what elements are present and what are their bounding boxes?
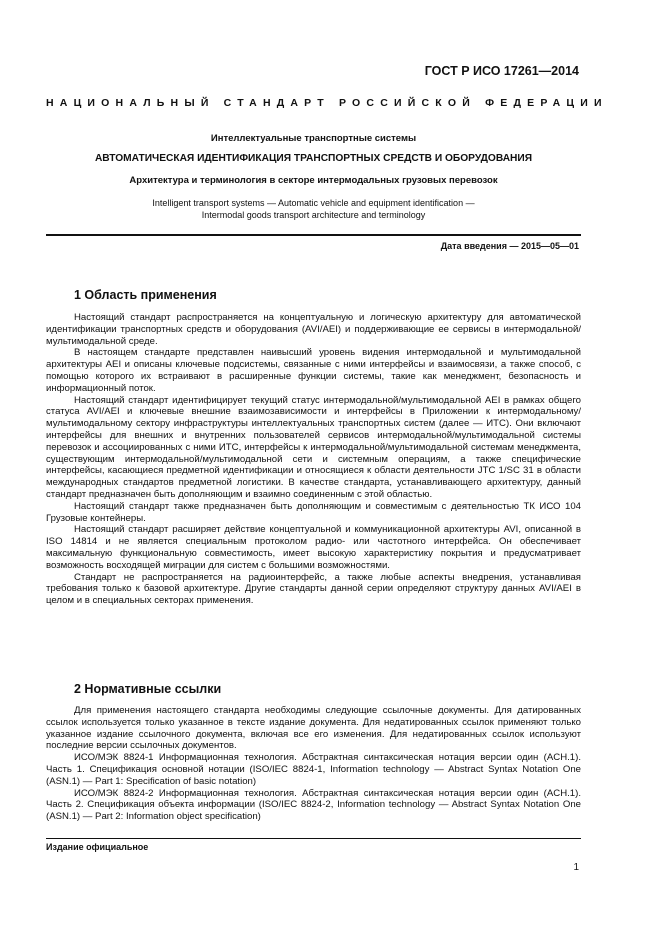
section-1-body [46, 312, 581, 607]
main-title: АВТОМАТИЧЕСКАЯ ИДЕНТИФИКАЦИЯ ТРАНСПОРТНЫХ СРЕДСТВ И ОБОРУДОВАНИЯ [94, 153, 533, 164]
section-2-heading: 2 Нормативные ссылки [74, 682, 222, 696]
paragraph: ИСО/МЭК 8824-2 Информационная технология. Абстрактная синтаксическая нотация версии один (ACH.1). Часть 2. Спецификация объекта информации (ISO/IEC 8824-2, Information technology — Abstract Syntax Notation One (ASN.1) — Part 2: Information object specification) [46, 787, 581, 823]
paragraph: Настоящий стандарт распространяется на концептуальную и логическую архитектуру для автоматической идентификации транспортных средств и оборудования (AVI/AEI) и поддерживающие ее сервисы в интермодальной/мультимодальной среде. [46, 312, 581, 347]
edition-label: Издание официальное [46, 842, 149, 852]
paragraph: Настоящий стандарт расширяет действие концептуальной и коммуникационной архитектуры AVI, описанной в ISO 14814 и не является специальным протоколом радио- или частотного интерфейса. Он обеспечивает максимальную функциональную совместимость, имеет высокую характеристику покрытия и предусматривает возможность восходящей миграции для систем с большими возможностями. [46, 524, 581, 571]
paragraph: Стандарт не распространяется на радиоинтерфейс, а также любые аспекты внедрения, устанавливая требования только к базовой архитектуре. Другие стандарты данной серии определяют структуру данных AVI/AEI в целом и в специальных секторах применения. [46, 571, 581, 607]
english-title-line-1: Intelligent transport systems — Automatic vehicle and equipment identification — [152, 198, 475, 208]
title-divider [46, 234, 581, 236]
national-standard-banner: НАЦИОНАЛЬНЫЙ СТАНДАРТ РОССИЙСКОЙ ФЕДЕРАЦИИ [46, 97, 608, 109]
introduction-date: Дата введения — 2015—05—01 [440, 241, 579, 251]
paragraph: ИСО/МЭК 8824-1 Информационная технология. Абстрактная синтаксическая нотация версии один (ACH.1). Часть 1. Спецификация основной нотации (ISO/IEC 8824-1, Information technology — Abstract Syntax Notation One (ASN.1) — Part 1: Specification of basic notation) [46, 752, 581, 787]
footer-divider [46, 838, 581, 839]
section-2-body [46, 705, 581, 823]
title-topic: Интеллектуальные транспортные системы [210, 133, 417, 144]
paragraph: В настоящем стандарте представлен наивысший уровень видения интермодальной и мультимодальной архитектуры AEI и описаны ключевые подсистемы, связанные с ними интерфейсы и взаимосвязи, а также способ, с помощью которого их встраивают в расширенные функции системы, такие как менеджмент, безопасность и информационный поток. [46, 347, 581, 394]
paragraph: Для применения настоящего стандарта необходимы следующие ссылочные документы. Для датированных ссылок используется только указанное в тексте издание документа. Для недатированных ссылок применяют только указанное издание ссылочного документа, включая все его изменения. Для недатированных ссылок используют последние версии ссылочных документов. [46, 705, 581, 752]
document-id: ГОСТ Р ИСО 17261—2014 [424, 64, 579, 78]
paragraph: Настоящий стандарт также предназначен быть дополняющим и совместимым с деятельностью ТК ИСО 104 Грузовые контейнеры. [46, 500, 581, 524]
section-1-heading: 1 Область применения [74, 288, 217, 302]
sub-title: Архитектура и терминология в секторе интермодальных грузовых перевозок [129, 175, 498, 186]
page-number: 1 [573, 862, 579, 873]
english-title [46, 197, 581, 221]
paragraph: Настоящий стандарт идентифицирует текущий статус интермодальной/мультимодальной AEI в рамках общего статуса AVI/AEI и ключевые внешние взаимозависимости и интерфейсы в Приложении к интермодальному/мультимодальному сектору инфраструктуры интеллектуальных транспортных систем (далее — ИТС). Они включают интерфейсы для внешних и внутренних пользователей сервисов интермодальной/мультимодальной системы перевозок и ассоциированных с ними ИТС, интерфейсы к интермодальной/мультимодальной системам менеджмента, существующим интермодальной/мультимодальной сети и системным операциям, а также специфические интерфейсы, касающиеся предметной идентификации и относящиеся к области деятельности JTC 1/SC 31 в области международных стандартов предметной логистики. В качестве стандарта, устанавливающего архитектуру, данный стандарт предназначен быть дополняющим и взаимно соединенным с этой областью. [46, 394, 581, 500]
english-title-line-2: Intermodal goods transport architecture and terminology [201, 210, 426, 220]
